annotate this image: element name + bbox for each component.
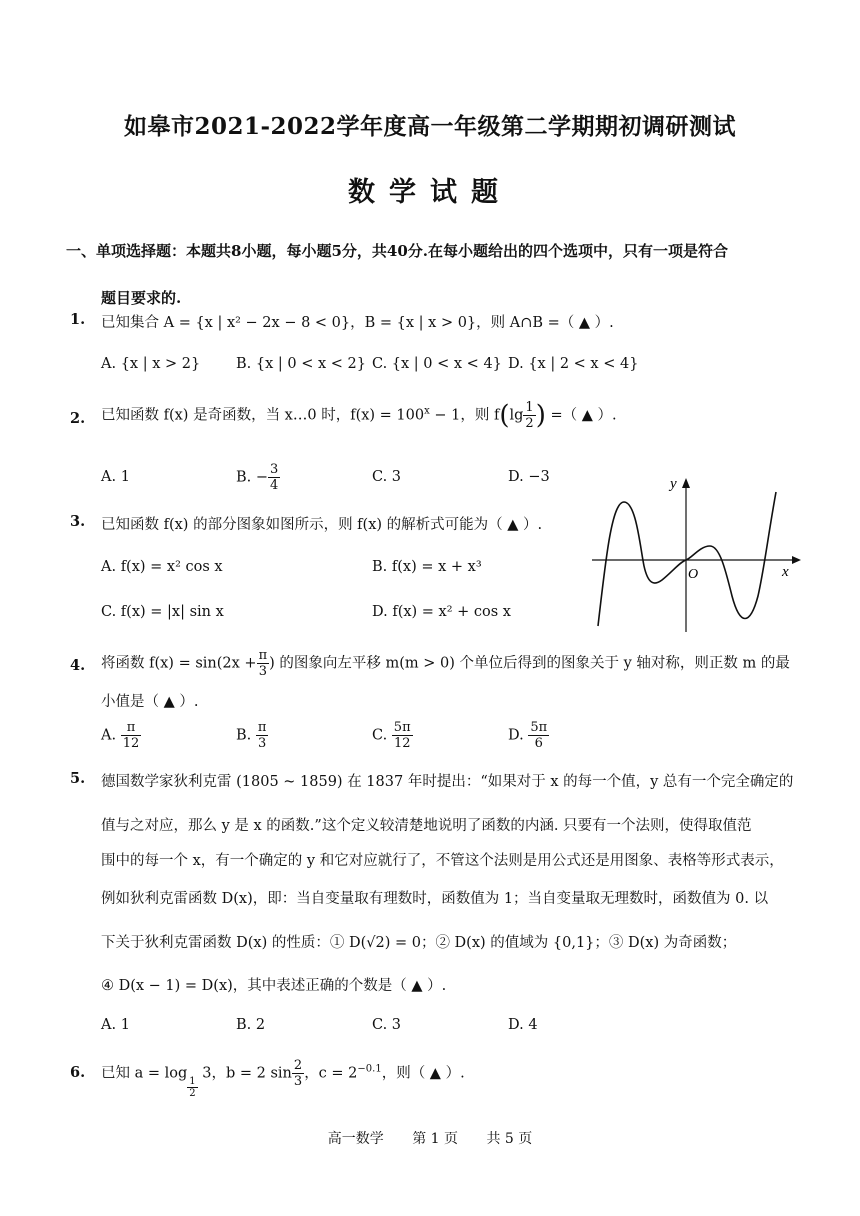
footer-subject: 高一数学 bbox=[327, 1131, 384, 1147]
question-stem: 已知集合 A = {x | x² − 2x − 8 < 0}，B = {x | x > 0}，则 A∩B =（ ▲ ）. bbox=[101, 315, 614, 331]
question-5-line2: 值与之对应，那么 y 是 x 的函数.”这个定义较清楚地说明了函数的内涵. 只要有一个法则，使得取值范 bbox=[101, 818, 752, 834]
x-axis-arrow bbox=[792, 556, 801, 564]
denominator: 12 bbox=[122, 736, 140, 751]
fraction bbox=[292, 1058, 304, 1089]
section-heading bbox=[66, 228, 786, 322]
question-5 bbox=[70, 770, 800, 791]
fraction bbox=[256, 720, 269, 751]
stem-part: ，则（ ▲ ）. bbox=[381, 1065, 465, 1082]
option-b bbox=[236, 720, 268, 751]
exponent: x bbox=[424, 405, 430, 417]
question-2 bbox=[70, 400, 800, 431]
denominator: 3 bbox=[258, 664, 267, 679]
log-base-fraction bbox=[187, 1076, 197, 1099]
option-b: B. 2 bbox=[236, 1017, 266, 1033]
fraction bbox=[257, 648, 270, 679]
question-number: 2. bbox=[70, 410, 86, 427]
stem-part: ，c = 2 bbox=[304, 1065, 358, 1082]
question-4-stem-continued: 小值是（ ▲ ）. bbox=[101, 694, 199, 710]
question-5-line4: 例如狄利克雷函数 D(x)，即：当自变量取有理数时，函数值为 1；当自变量取无理数时，函数值为 0. 以 bbox=[101, 891, 769, 907]
option-c bbox=[372, 720, 413, 751]
option-b: B. f(x) = x + x³ bbox=[372, 559, 482, 575]
footer-page-number: 第 1 页 bbox=[412, 1131, 458, 1147]
numerator: π bbox=[258, 648, 268, 663]
question-1 bbox=[70, 311, 800, 332]
option-a: A. {x | x > 2} bbox=[101, 356, 201, 372]
question-number: 5. bbox=[70, 770, 86, 787]
option-a: A. 1 bbox=[101, 469, 130, 485]
numerator: 1 bbox=[525, 400, 534, 415]
option-label: B. bbox=[236, 727, 252, 744]
fraction bbox=[268, 462, 280, 493]
option-c: C. 3 bbox=[372, 469, 402, 485]
numerator: 2 bbox=[293, 1058, 303, 1073]
denominator: 2 bbox=[525, 416, 534, 431]
option-label: B. − bbox=[236, 469, 269, 486]
footer-total-pages: 共 5 页 bbox=[486, 1131, 533, 1147]
stem-part: 将函数 f(x) = sin(2x + bbox=[101, 655, 257, 672]
stem-part: − 1，则 f bbox=[429, 407, 500, 424]
question-stem: 已知函数 f(x) 的部分图象如图所示，则 f(x) 的解析式可能为（ ▲ ）. bbox=[101, 517, 543, 533]
paper-subtitle: 数学试题 bbox=[348, 177, 512, 208]
option-b bbox=[236, 462, 280, 493]
question-stem bbox=[101, 648, 800, 679]
option-d: D. −3 bbox=[508, 469, 550, 485]
option-label: C. bbox=[372, 727, 388, 744]
y-axis-arrow bbox=[682, 478, 690, 488]
lg-label: lg bbox=[509, 407, 524, 424]
function-graph bbox=[592, 476, 802, 632]
numerator: π bbox=[121, 720, 142, 736]
option-d: D. f(x) = x² + cos x bbox=[372, 604, 511, 620]
fraction bbox=[121, 720, 142, 751]
x-axis-label: x bbox=[782, 564, 789, 580]
paper-title: 如皋市2021-2022学年度高一年级第二学期期初调研测试 bbox=[123, 113, 737, 140]
section-heading-line1: 一、单项选择题：本题共8小题，每小题5分，共40分.在每小题给出的四个选项中，只有一项是符合 bbox=[66, 242, 728, 260]
question-5-line6: ④ D(x − 1) = D(x)，其中表述正确的个数是（ ▲ ）. bbox=[101, 978, 447, 994]
question-stem bbox=[101, 400, 800, 431]
option-c: C. 3 bbox=[372, 1017, 402, 1033]
option-d: D. 4 bbox=[508, 1017, 538, 1033]
origin-label: O bbox=[688, 567, 699, 582]
option-label: D. bbox=[508, 727, 524, 744]
y-axis-label: y bbox=[670, 476, 677, 492]
option-b: B. {x | 0 < x < 2} bbox=[236, 356, 366, 372]
option-d bbox=[508, 720, 549, 751]
denominator: 12 bbox=[393, 736, 411, 751]
option-c: C. {x | 0 < x < 4} bbox=[372, 356, 502, 372]
exponent: −0.1 bbox=[357, 1063, 382, 1075]
page-footer bbox=[0, 1128, 860, 1148]
question-stem-line1: 德国数学家狄利克雷 (1805 ~ 1859) 在 1837 年时提出：“如果对于 x 的每一个值，y 总有一个完全确定的 bbox=[101, 774, 794, 790]
question-stem bbox=[101, 1058, 800, 1099]
fraction bbox=[392, 720, 413, 751]
section-heading-line2: 题目要求的. bbox=[101, 289, 182, 307]
fraction bbox=[523, 400, 535, 431]
question-5-line5: 下关于狄利克雷函数 D(x) 的性质：① D(√2) = 0；② D(x) 的值域为 {0,1}；③ D(x) 为奇函数； bbox=[101, 935, 737, 951]
question-number: 6. bbox=[70, 1064, 86, 1081]
right-paren: ) bbox=[535, 400, 546, 431]
stem-part: 已知函数 f(x) 是奇函数，当 x…0 时，f(x) = 100 bbox=[101, 407, 425, 424]
numerator: π bbox=[257, 720, 267, 735]
denominator: 4 bbox=[270, 478, 279, 493]
option-a: A. 1 bbox=[101, 1017, 130, 1033]
question-number: 1. bbox=[70, 311, 86, 328]
numerator: 5π bbox=[393, 720, 411, 735]
denominator: 6 bbox=[534, 736, 543, 751]
denominator: 2 bbox=[189, 1087, 196, 1099]
numerator: 5π bbox=[530, 720, 548, 735]
numerator: 3 bbox=[270, 462, 279, 477]
option-a: A. f(x) = x² cos x bbox=[101, 559, 223, 575]
question-3 bbox=[70, 513, 590, 534]
stem-part: 已知 a = log bbox=[101, 1065, 188, 1082]
stem-part: ) 的图象向左平移 m(m > 0) 个单位后得到的图象关于 y 轴对称，则正数 m 的最 bbox=[269, 655, 790, 672]
stem-part: 3，b = 2 sin bbox=[197, 1065, 292, 1082]
option-label: A. bbox=[101, 727, 117, 744]
option-a bbox=[101, 720, 141, 751]
denominator: 3 bbox=[293, 1074, 303, 1089]
question-number: 4. bbox=[70, 657, 86, 674]
fraction bbox=[528, 720, 549, 751]
option-d: D. {x | 2 < x < 4} bbox=[508, 356, 639, 372]
function-curve bbox=[598, 492, 776, 626]
question-5-line3: 围中的每一个 x，有一个确定的 y 和它对应就行了，不管这个法则是用公式还是用图象、表格等形式表示， bbox=[101, 853, 784, 869]
stem-part: =（ ▲ ）. bbox=[545, 407, 617, 424]
option-c: C. f(x) = |x| sin x bbox=[101, 604, 224, 620]
question-4 bbox=[70, 648, 800, 679]
question-6 bbox=[70, 1058, 800, 1099]
left-paren: ( bbox=[499, 400, 510, 431]
question-number: 3. bbox=[70, 513, 86, 530]
denominator: 3 bbox=[258, 736, 267, 751]
numerator: 1 bbox=[189, 1075, 196, 1087]
